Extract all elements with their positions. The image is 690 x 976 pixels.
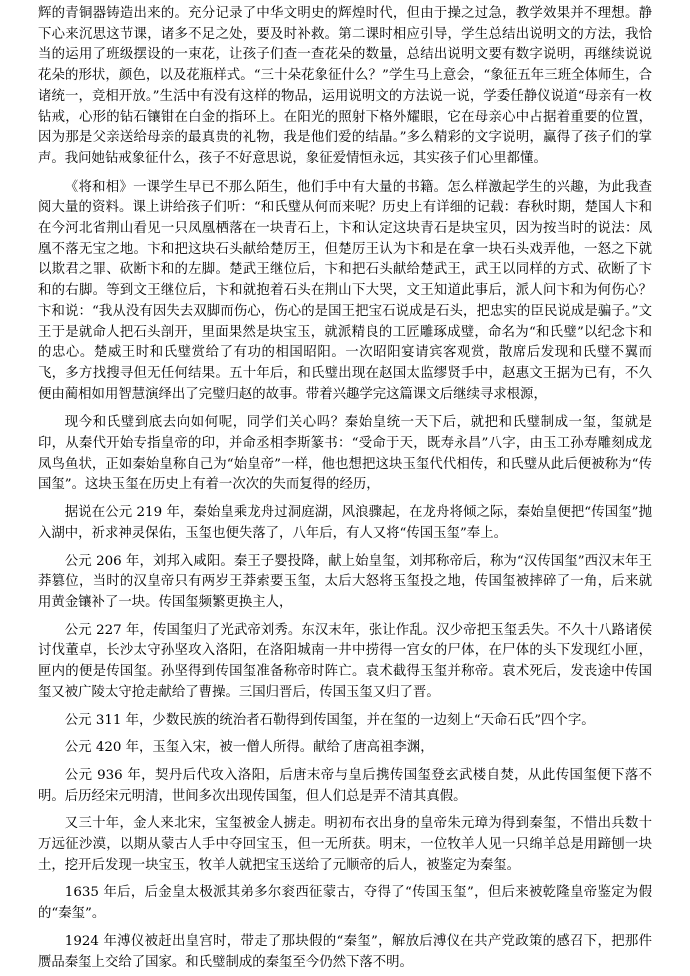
paragraph-year-1635: 1635 年后，后金皇太极派其弟多尔衮西征蒙古，夺得了“传国玉玺”，但后来被乾隆皇帝鉴定为假的“秦玺”。: [38, 885, 652, 922]
paragraph-year-1924: 1924 年溥仪被赶出皇宫时，带走了那块假的“秦玺”，解放后溥仪在共产党政策的感召下，把那件赝品秦玺上交给了国家。和氏璧制成的秦玺至今仍然下落不明。: [38, 933, 652, 970]
paragraph-jin-ming: 又三十年，金人来北宋，宝玺被金人掳走。明初布衣出身的皇帝朱元璋为得到秦玺，不惜出兵数十万远征沙漠，以期从蒙古人手中夺回宝玉，但一无所获。明末，一位牧羊人见一只绵羊总是用蹄刨一块土，挖开后发现一块宝玉，牧羊人就把宝玉送给了元顺帝的后人，被鉴定为秦玺。: [38, 816, 652, 873]
paragraph-heshibi-origin: 《将和相》一课学生早已不那么陌生，他们手中有大量的书籍。怎么样激起学生的兴趣，为此我查阅大量的资料。课上讲给孩子们听：“和氏璧从何而来呢？历史上有详细的记载：春秋时期，楚国人卞和在今河北省荆山看见一只凤凰栖落在一块青石上，卞和认定这块青石是块宝贝，因为按当时的说法：凤凰不落无宝之地。卞和把这块石头献给楚厉王，但楚厉王认为卞和是在拿一块石头戏弄他，一怒之下就以欺君之罪、砍断卞和的左脚。楚武王继位后，卞和把石头献给楚武王，武王以同样的方式、砍断了卞和的右脚。等到文王继位后，卞和就抱着石头在荆山下大哭，文王知道此事后，派人问卞和为何伤心？卞和说：“我从没有因失去双脚而伤心，伤心的是国王把宝石说成是石头，把忠实的臣民说成是骗子。”文王于是就命人把石头剖开，里面果然是块宝玉，就派精良的工匠雕琢成璧，命名为“和氏璧”以纪念卞和的忠心。楚威王时和氏璧赏给了有功的相国昭阳。一次昭阳宴请宾客观赏，散席后发现和氏璧不翼而飞，多方找搜寻但无任何结果。五十年后，和氏璧出现在赵国太监缪贤手中，赵惠文王据为已有，不久便由蔺相如用智慧演绎出了完璧归赵的故事。带着兴趣学完这篇课文后继续寻求根源，: [38, 179, 652, 402]
paragraph-year-206: 公元 206 年，刘邦入咸阳。秦王子婴投降，献上始皇玺，刘邦称帝后，称为“汉传国玺”西汉末年王莽篡位，当时的汉皇帝只有两岁王莽索要玉玺，太后大怒将玉玺投之地，传国玺被摔碎了一角，后来就用黄金镶补了一块。传国玺频繁更换主人，: [38, 553, 652, 610]
paragraph-seal-creation: 现今和氏璧到底去向如何呢，同学们关心吗？秦始皇统一天下后，就把和氏璧制成一玺，玺就是印，从秦代开始专指皇帝的印，并命丞相李斯篆书：“受命于天，既寿永昌”八字，由玉工孙寿雕刻成龙凤鸟鱼状，正如秦始皇称自己为“始皇帝”一样，他也想把这块玉玺代代相传，和氏璧从此后便被称为“传国玺”。这块玉玺在历史上有着一次次的失而复得的经历，: [38, 415, 652, 493]
paragraph-year-420: 公元 420 年，玉玺入宋，被一僧人所得。献给了唐高祖李渊，: [64, 740, 434, 756]
paragraph-year-936: 公元 936 年，契丹后代攻入洛阳，后唐末帝与皇后携传国玺登玄武楼自焚，从此传国玺便下落不明。后历经宋元明清，世间多次出现传国玺，但人们总是弄不清其真假。: [38, 767, 652, 804]
paragraph-year-227: 公元 227 年，传国玺归了光武帝刘秀。东汉末年，张让作乱。汉少帝把玉玺丢失。不久十八路诸侯讨伐董卓，长沙太守孙坚攻入洛阳，在洛阳城南一井中捞得一宫女的尸体，在尸体的头下发现红小匣，匣内的便是传国玺。孙坚得到传国玺准备称帝时阵亡。袁术截得玉玺并称帝。袁术死后，发丧途中传国玺又被广陵太守抢走献给了曹操。三国归晋后，传国玉玺又归了晋。: [38, 622, 652, 700]
paragraph-reflection: 辉的青铜器铸造出来的。充分记录了中华文明史的辉煌时代，但由于操之过急，教学效果并不理想。静下心来沉思这节课，诸多不足之处，要及时补救。第二课时相应引导，学生总结出说明文的方法，我恰当的运用了班级摆设的一束花，让孩子们查一查花朵的数量，总结出说明文要有数字说明，再继续说说花朵的形状，颜色，以及花瓶样式。“三十朵花象征什么？”学生马上意会，“象征五年三班全体师生，合诸统一，竞相开放。”生活中有没有这样的物品，运用说明文的方法说一说，学委任静仪说道“母亲有一枚钻戒，心形的钻石镶钳在白金的指环上。在阳光的照射下格外耀眼，它在母亲心中占据着重要的位置，因为那是父亲送给母亲的最真贵的礼物，我是他们爱的结晶。”多么精彩的文字说明，赢得了孩子们的掌声。我问她钻戒象征什么，孩子不好意思说，象征爱情恒永远，其实孩子们心里都懂。: [38, 6, 652, 166]
paragraph-year-311: 公元 311 年，少数民族的统治者石勒得到传国玺，并在玺的一边刻上“天命石氏”四个字。: [64, 712, 595, 728]
paragraph-year-219: 据说在公元 219 年，秦始皇乘龙舟过洞庭湖，风浪骤起，在龙舟将倾之际，秦始皇便把“传国玺”抛入湖中，祈求神灵保佑，玉玺也便失落了，八年后，有人又将“传国玉玺”奉上。: [38, 505, 652, 541]
